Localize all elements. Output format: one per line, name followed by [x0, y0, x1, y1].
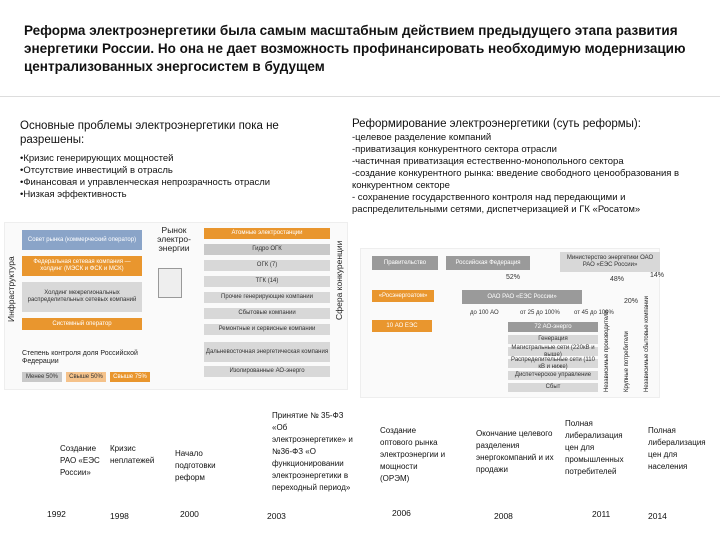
gen-box: Ремонтные и сервисные компании [204, 324, 330, 335]
timeline-label: Полная либерализация цен для промышленных потребителей [565, 419, 624, 476]
gen-box: Дальневосточная энергетическая компания [204, 342, 330, 362]
minenergo-box: Министерство энергетики ОАО РАО «ЕЭС России» [560, 252, 660, 272]
state-legend: Менее 50% [22, 372, 62, 382]
state-control-label: Степень контроля доля Российской Федерации [22, 350, 138, 365]
left-item: •Отсутствие инвестиций в отрасль [20, 165, 173, 176]
timeline-year: 2014 [648, 511, 667, 521]
left-item: •Кризис генерирующих мощностей [20, 153, 174, 164]
right-item: -частичная приватизация естественно-монопольного сектора [352, 156, 624, 167]
timeline-label: Создание оптового рынка электроэнергии и мощности (ОРЭМ) [380, 426, 446, 483]
pct-label: 20% [624, 298, 639, 305]
timeline-label: Окончание целевого разделения энергокомпаний и их продажи [476, 429, 554, 474]
left-list [20, 153, 340, 201]
col-label: Независимые сбытовые компании [644, 296, 650, 392]
timeline-year: 2008 [494, 511, 513, 521]
pct-label: 14% [650, 272, 665, 279]
right-list [352, 132, 702, 216]
state-legend: Свыше 50% [66, 372, 106, 382]
gov-box: Правительство [372, 256, 438, 270]
pct-label: 52% [506, 274, 521, 281]
gen-row: Генерация [508, 335, 598, 344]
left-item: •Финансовая и управленческая непрозрачность отрасли [20, 177, 271, 188]
right-item: -целевое разделение компаний [352, 132, 492, 143]
left-heading: Основные проблемы электроэнергетики пока не разрешены: [20, 120, 279, 146]
gen-box: ТГК (14) [204, 276, 330, 287]
right-item: -создание конкурентного рынка: введение свободного ценообразования в конкурентном секторе [352, 168, 680, 191]
gen-box: Изолированные АО-энерго [204, 366, 330, 377]
sbyt-row: Сбыт [508, 383, 598, 392]
timeline-year: 2011 [592, 509, 611, 519]
mrsk-box: Холдинг межрегиональных распределительных сетевых компаний [22, 282, 142, 312]
gen-box: Гидро ОГК [204, 244, 330, 255]
ao72-box: 72 АО-энерго [508, 322, 598, 332]
gen-box: Атомные электростанции [204, 228, 330, 239]
ao10-box: 10 АО ЕЭС [372, 320, 432, 332]
competition-label: Сфера конкуренции [334, 240, 344, 320]
right-item: -приватизация конкурентного сектора отрасли [352, 144, 557, 155]
left-item: •Низкая эффективность [20, 189, 127, 200]
market-council-box: Совет рынка (коммерческий оператор) [22, 230, 142, 250]
timeline-label: Полная либерализация цен для населения [648, 426, 706, 471]
timeline-year: 1998 [110, 511, 129, 521]
timeline-label: Кризис неплатежей [110, 444, 155, 465]
right-heading: Реформирование электроэнергетики (суть реформы): [352, 118, 641, 130]
timeline-label: Начало подготовки реформ [175, 449, 216, 482]
gen-box: Прочие генерирующие компании [204, 292, 330, 303]
divider [0, 96, 720, 97]
dist-row: Распределительные сети (110 кВ и ниже) [508, 359, 598, 368]
share-label: до 100 АО [470, 310, 499, 316]
so-box: Системный оператор [22, 318, 142, 330]
timeline-year: 2003 [267, 511, 286, 521]
share-label: от 25 до 100% [520, 310, 560, 316]
timeline-year: 2000 [180, 509, 199, 519]
gen-box: ОГК (7) [204, 260, 330, 271]
disp-row: Диспетчерское управление [508, 371, 598, 380]
market-label: Рынок электро-энергии [157, 225, 191, 253]
rf-box: Российская Федерация [446, 256, 530, 270]
gen-box: Сбытовые компании [204, 308, 330, 319]
fsk-box: Федеральная сетевая компания — холдинг (МЭСК и ФСК и МСК) [22, 256, 142, 276]
right-item: - сохранение государственного контроля над передающими и распределительными сетями, диспетчеризацией и ГК «Росатом» [352, 192, 641, 215]
timeline-year: 2006 [392, 508, 411, 518]
col-label: Крупные потребители [624, 331, 630, 392]
mag-row: Магистральные сети (220кВ и выше) [508, 347, 598, 356]
page-title: Реформа электроэнергетики была самым масштабным действием предыдущего этапа развития энергетики России. Но она не дает возможность профинансировать необходимую модернизацию централизованных энергосистем в будущем [24, 23, 686, 74]
rosenergoatom-box: «Росэнергоатом» [372, 290, 434, 302]
arrow-shape [158, 268, 182, 298]
timeline-label: Принятие № 35-ФЗ «Об электроэнергетике» и №36-ФЗ «О функционировании электроэнергетики в переходный период» [272, 411, 353, 492]
timeline-label: Создание РАО «ЕЭС России» [60, 444, 100, 477]
pct-label: 48% [610, 276, 625, 283]
timeline-year: 1992 [47, 509, 66, 519]
share-label: от 45 до 100% [574, 310, 614, 316]
rao-box: ОАО РАО «ЕЭС России» [462, 290, 582, 304]
infra-label: Инфраструктура [6, 256, 16, 322]
col-label: Независимые производители [604, 310, 610, 392]
state-legend: Свыше 75% [110, 372, 150, 382]
